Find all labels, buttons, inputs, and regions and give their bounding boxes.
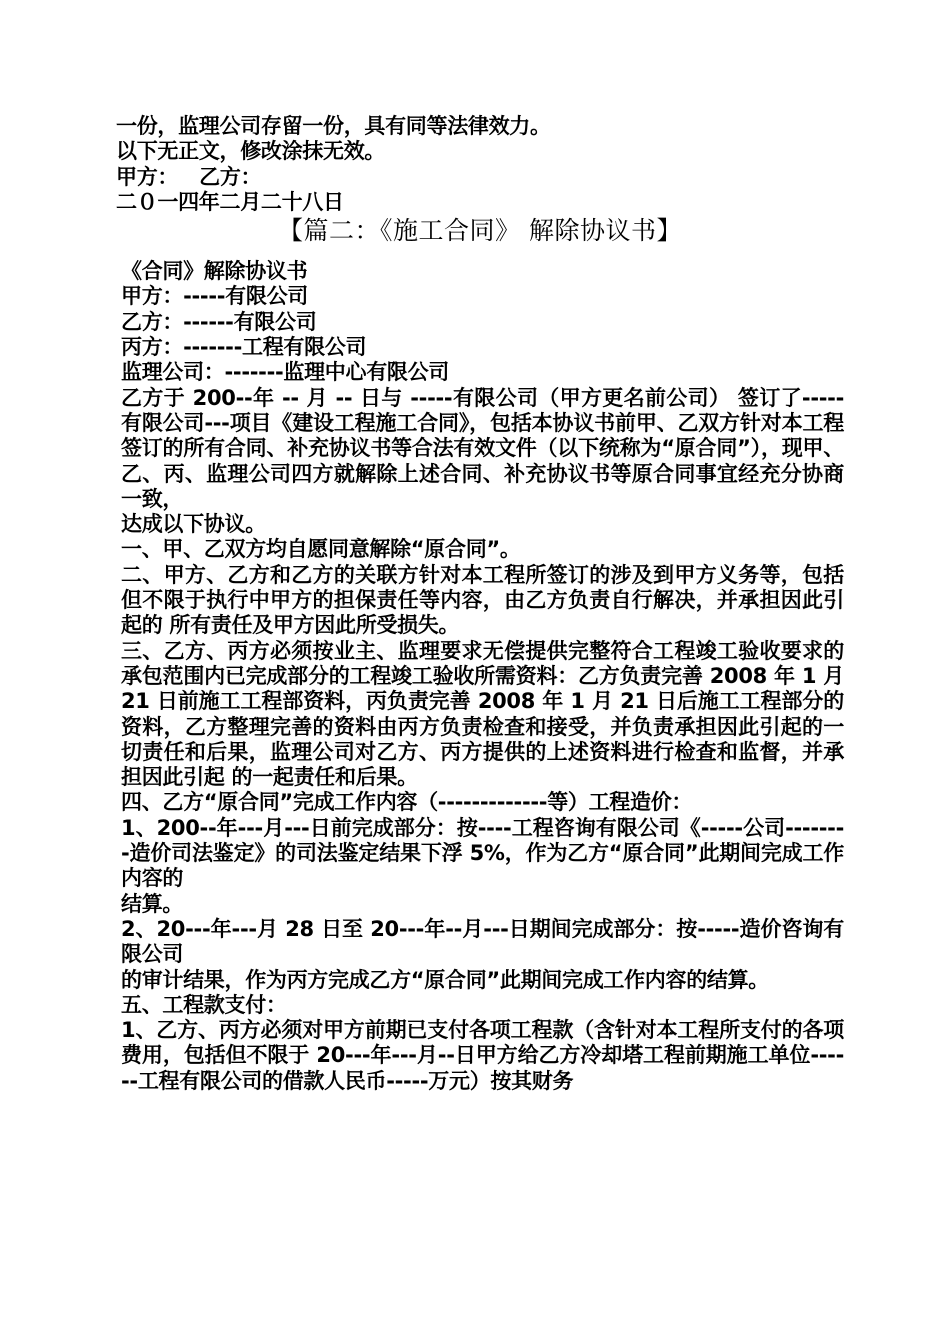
- intro-end: 达成以下协议。: [121, 512, 266, 537]
- clause-3: 三、乙方、丙方必须按业主、监理要求无偿提供完整符合工程竣工验收要求的承包范围内已完成部分的工程竣工验收所需资料：乙方负责完善 2008 年 1 月 21 日前施工工程部资料，丙负责完善 2008 年 1 月 21 日后施工工程部分的资料，乙方整理完善的资料由丙方负责检查和接受，并负责承担因此引起的一切责任和后果，监理公司对乙方、丙方提供的上述资料进行检查和监督，并承担因此引起 的一起责任和后果。: [121, 638, 844, 790]
- clause-4-1-end: 结算。: [121, 891, 184, 916]
- intro-paragraph: 乙方于 200--年 -- 月 -- 日与 -----有限公司（甲方更名前公司） 签订了-----有限公司---项目《建设工程施工合同》，包括本协议书前甲、乙双方针对本工程签订的所有合同、补充协议书等合法有效文件（以下统称为“原合同”），现甲、乙、丙、监理公司四方就解除上述合同、补充协议书等原合同事宜经充分协商一致，: [121, 385, 844, 511]
- party-a: 甲方：-----有限公司: [121, 284, 308, 309]
- clause-5-1: 1、乙方、丙方必须对甲方前期已支付各项工程款（含针对本工程所支付的各项费用，包括但不限于 20---年---月--日甲方给乙方冷却塔工程前期施工单位------工程有限公司的借款人民币-----万元）按其财务: [121, 1018, 844, 1093]
- prev-doc-line-1: 一份，监理公司存留一份，具有同等法律效力。: [116, 114, 551, 138]
- prev-doc-line-2: 以下无正文，修改涂抹无效。: [116, 139, 386, 164]
- party-b: 乙方：------有限公司: [121, 309, 317, 334]
- clause-4-2-end: 的审计结果，作为丙方完成乙方“原合同”此期间完成工作内容的结算。: [121, 967, 770, 992]
- document-page: [116, 114, 844, 1094]
- clause-1: 一、甲、乙双方均自愿同意解除“原合同”。: [121, 537, 521, 562]
- party-c: 丙方：-------工程有限公司: [121, 335, 367, 360]
- section-heading: 【篇二：《施工合同》 解除协议书】: [278, 216, 682, 246]
- prev-doc-date: 二０一四年二月二十八日: [116, 189, 344, 214]
- clause-2: 二、甲方、乙方和乙方的关联方针对本工程所签订的涉及到甲方义务等，包括但不限于执行中甲方的担保责任等内容，由乙方负责自行解决，并承担因此引起的 所有责任及甲方因此所受损失。: [121, 562, 844, 638]
- agreement-title: 《合同》解除协议书: [121, 259, 308, 284]
- clause-4-1: 1、200--年---月---日前完成部分：按----工程咨询有限公司《-----公司--------造价司法鉴定》的司法鉴定结果下浮 5%，作为乙方“原合同”此期间完成工作内容的: [121, 815, 844, 891]
- prev-doc-signature: 甲方： 乙方：: [116, 164, 262, 189]
- clause-4: 四、乙方“原合同”完成工作内容（-------------等）工程造价：: [121, 790, 693, 815]
- clause-4-2: 2、20---年---月 28 日至 20---年--月---日期间完成部分：按-----造价咨询有限公司: [121, 916, 844, 967]
- supervisor: 监理公司：-------监理中心有限公司: [121, 360, 450, 385]
- clause-5: 五、工程款支付：: [121, 992, 287, 1017]
